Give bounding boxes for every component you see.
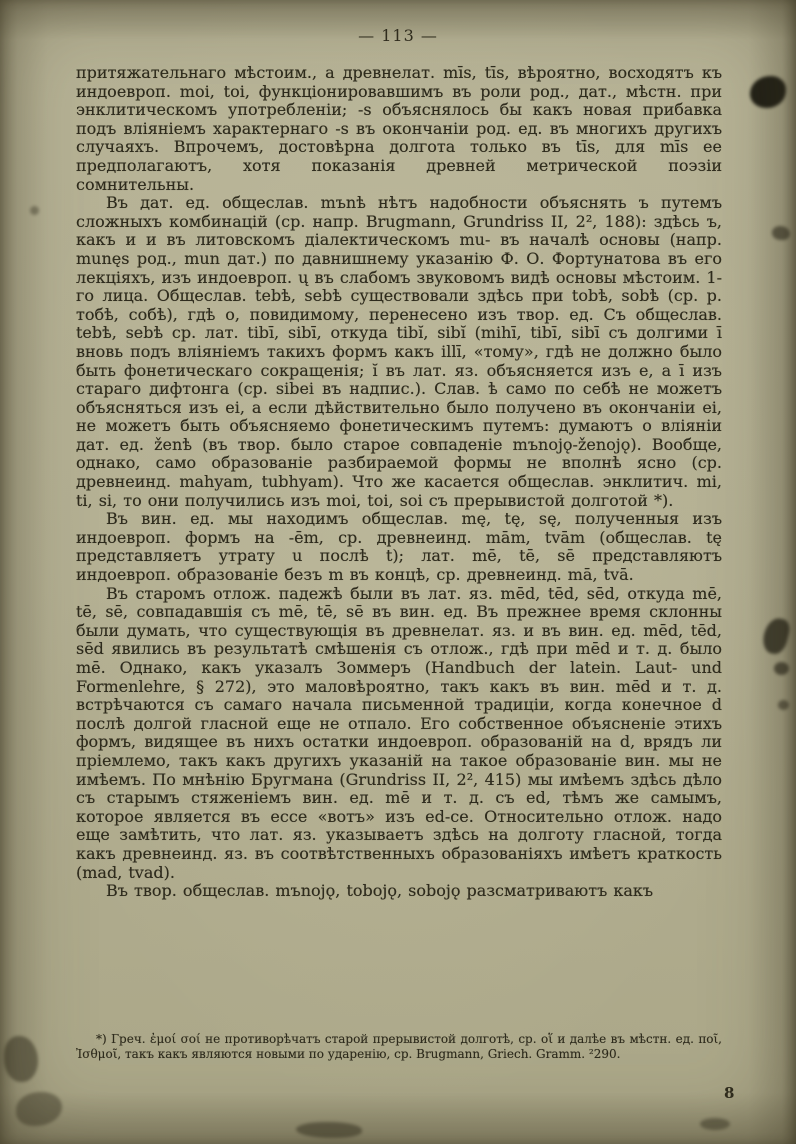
main-text-block — [76, 64, 722, 901]
page-number-header: — 113 — — [358, 26, 438, 45]
ink-stain — [772, 226, 790, 240]
ink-stain — [750, 76, 786, 108]
paragraph: Въ старомъ отлож. падежѣ были въ лат. яз. mēd, tēd, sēd, откуда mē, tē, sē, совпадавшія съ mē, tē, sē въ вин. ед. Въ прежнее время склонны были думать, что существующія въ древнелат. яз. и въ вин. ед. mēd, tēd, sēd явились въ результатѣ смѣшенія съ отлож., гдѣ при mēd и т. д. было mē. Однако, какъ указалъ Зоммеръ (Handbuch der latein. Laut- und Formenlehre, § 272), это маловѣроятно, такъ какъ въ вин. mēd и т. д. встрѣчаются съ самаго начала письменной традиціи, когда конечное d послѣ долгой гласной еще не отпало. Его собственное объясненіе этихъ формъ, видящее въ нихъ остатки индоевроп. образованій на d, врядъ ли пріемлемо, такъ какъ другихъ указаній на такое образованіе вин. мы не имѣемъ. По мнѣнію Бругмана (Grundriss II, 2², 415) мы имѣемъ здѣсь дѣло съ старымъ стяженіемъ вин. ед. mē и т. д. съ ed, тѣмъ же самымъ, которое является въ ecce «вотъ» изъ ed-ce. Относительно отлож. надо еще замѣтить, что лат. яз. указываетъ здѣсь на долготу гласной, тогда какъ древнеинд. яз. въ соотвѣтственныхъ образованіяхъ имѣетъ краткость (mad, tvad). — [76, 583, 722, 882]
ink-stain — [700, 1118, 730, 1130]
ink-stain — [296, 1122, 362, 1138]
paragraph: Въ вин. ед. мы находимъ общеслав. mę, tę, sę, полученныя изъ индоевроп. формъ на -ēm, ср. древнеинд. mām, tvām (общеслав. tę представляетъ утрату u послѣ t); лат. mē, tē, sē представляютъ индоевроп. образованіе безъ m въ концѣ, ср. древнеинд. mā, tvā. — [76, 509, 722, 585]
ink-stain — [16, 1092, 62, 1126]
page-signature: 8 — [724, 1084, 735, 1102]
paragraph: Въ дат. ед. общеслав. mъnѣ нѣтъ надобности объяснять ъ путемъ сложныхъ комбинацій (ср. напр. Brugmann, Grundriss II, 2², 188): здѣсь ъ, какъ и и въ литовскомъ діалектическомъ mu- въ началѣ основы (напр. munęs род., mun дат.) по давнишнему указанію Ф. О. Фортунатова въ его лекціяхъ, изъ индоевроп. ų въ слабомъ звуковомъ видѣ основы мѣстоим. 1-го лица. Общеслав. tebѣ, sebѣ существовали здѣсь при tobѣ, sobѣ (ср. р. тобѣ, собѣ), гдѣ о, повидимому, перенесено изъ твор. ед. Съ общеслав. tebѣ, sebѣ ср. лат. tibī, sibī, откуда tibĭ, sibĭ (mihī, tibī, sibī съ долгими ī вновь подъ вліяніемъ такихъ формъ какъ illī, «тому», гдѣ не должно было быть фонетическаго сокращенія; ĭ въ лат. яз. объясняется изъ e, а ī изъ стараго дифтонга (ср. sibei въ надпис.). Слав. ѣ само по себѣ не можетъ объясняться изъ ei, а если дѣйствительно было получено въ окончаніи ei, не можетъ быть объясняемо фонетическимъ путемъ: думаютъ о вліяніи дат. ед. ženѣ (въ твор. было старое совпаденіе mъnojǫ-ženojǫ). Вообще, однако, само образованіе разбираемой формы не вполнѣ ясно (ср. древнеинд. mahyam, tubhyam). Что же касается общеслав. энклитич. mi, ti, si, то они получились изъ moi, toi, soi съ прерывистой долготой *). — [76, 193, 722, 510]
paragraph: притяжательнаго мѣстоим., а древнелат. mīs, tīs, вѣроятно, восходятъ къ индоевроп. moi, toi, функціонировавшимъ въ роли род., дат., мѣстн. при энклитическомъ употребленіи; -s объяснялось бы какъ новая прибавка подъ вліяніемъ характернаго -s въ окончаніи род. ед. въ многихъ другихъ случаяхъ. Впрочемъ, достовѣрна долгота только въ tīs, для mīs ее предполагаютъ, хотя показанія древней метрической поэзіи сомнительны. — [76, 63, 722, 194]
ink-stain — [778, 700, 789, 710]
footnote: *) Греч. ἐμοί σοί не противорѣчатъ старой прерывистой долготѣ, ср. οἵ и далѣе въ мѣстн. ед. ποῖ, Ἰσθμοῖ, такъ какъ являются новыми по ударенію, ср. Brugmann, Griech. Gramm. ²290. — [76, 1032, 722, 1061]
ink-stain — [760, 616, 792, 657]
ink-stain — [30, 206, 39, 215]
ink-stain — [774, 662, 789, 675]
paragraph: Въ твор. общеслав. mъnojǫ, tobojǫ, sobojǫ разсматриваютъ какъ — [106, 881, 654, 901]
ink-stain — [4, 1036, 38, 1082]
